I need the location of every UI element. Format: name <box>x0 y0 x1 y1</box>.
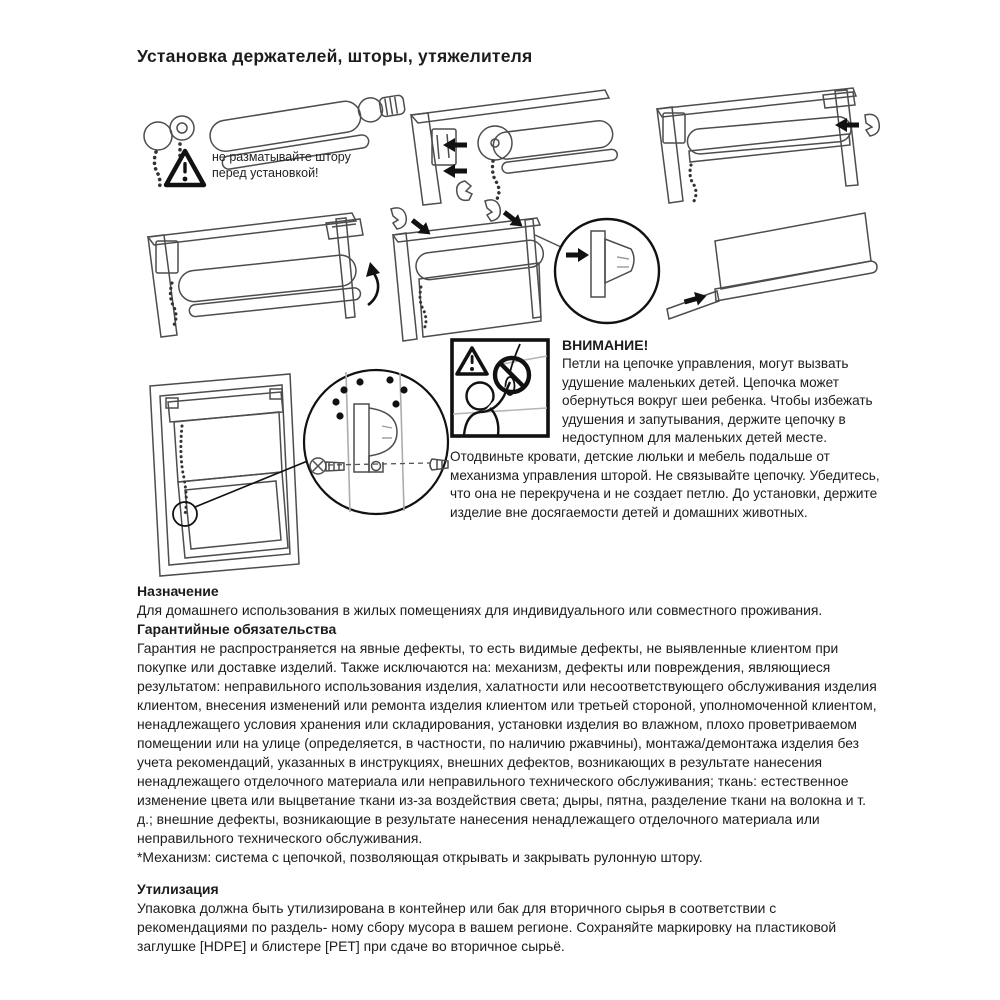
figure-snap-rotate <box>136 205 392 343</box>
figure-top-clips-detail <box>385 195 663 347</box>
disposal-body: Упаковка должна быть утилизирована в контейнер или бак для вторичного сырья в соответствии с рекомендациями по раздель- ному сбору мусора в вашем регионе. Сохраняйте маркировку на пластиковой заглушке [HDPE] и блистере [PET] при сдаче во вторичное сырьё. <box>137 900 837 954</box>
warning-triangle-icon <box>163 147 207 191</box>
child-strangulation-warning-icon <box>450 338 550 438</box>
attention-heading: ВНИМАНИЕ! <box>562 337 649 353</box>
figure-mount-roller-on-bracket <box>403 85 618 207</box>
figure-weight-bar-insert <box>653 203 885 335</box>
warranty-heading: Гарантийные обязательства <box>137 621 337 637</box>
purpose-body: Для домашнего использования в жилых помещениях для индивидуального или совместного проживания. <box>137 602 823 618</box>
figure-window-chain-tensioner <box>138 364 456 580</box>
warranty-body: Гарантия не распространяется на явные дефекты, то есть видимые дефекты, не выявленные клиентом при покупке или доставке изделий. Также исключаются на: механизм, дефекты или повреждения, являющиеся результатом: неправильного использования изделия, халатности или несоответствующего обслуживания изделия клиентом, внесения изменений или ремонта изделия клиентом или третьей стороной, уполномоченной клиентом, ненадлежащего условия хранения или складирования, установки изделия во влажном, плохо проветриваемом помещении или на улице (определяется, в частности, по наличию ржавчины), монтажа/демонтажа изделия без учета рекомендаций, указанных в инструкциях, внешних дефектов, возникающих в результате нанесения ненадлежащего отделочного материала или неправильного технического обслуживания; ткань: естественное изменение цвета или выцветание ткани из-за воздействия света; дыры, пятна, разделение ткани на волокна и т. д.; внешние дефекты, возникающие в результате нанесения ненадлежащего отделочного материала или неправильного технического обслуживания. <box>137 640 877 846</box>
unroll-warning-line1: не разматывайте штору <box>212 150 351 164</box>
unroll-warning-note <box>212 149 351 181</box>
main-text <box>137 582 885 956</box>
attention-body: Петли на цепочке управления, могут вызвать удушение маленьких детей. Цепочка может обернуться вокруг шеи ребенка. Чтобы избежать удушения и запутывания, держите цепочку в недоступном для маленьких детей месте. Отодвиньте кровати, детские люльки и мебель подальше от механизма управления шторой. Не связывайте цепочку. Убедитесь, что она не перекручена и не создает петлю. До установки, держите изделие вне досягаемости детей и домашних животных. <box>450 356 880 520</box>
disposal-heading: Утилизация <box>137 881 219 897</box>
attention-block <box>450 336 897 522</box>
warranty-note: *Механизм: система с цепочкой, позволяющая открывать и закрывать рулонную штору. <box>137 849 703 865</box>
purpose-heading: Назначение <box>137 583 219 599</box>
unroll-warning-line2: перед установкой! <box>212 166 319 180</box>
figure-insert-side-clip <box>627 83 879 207</box>
page-title: Установка держателей, шторы, утяжелителя <box>137 46 533 66</box>
